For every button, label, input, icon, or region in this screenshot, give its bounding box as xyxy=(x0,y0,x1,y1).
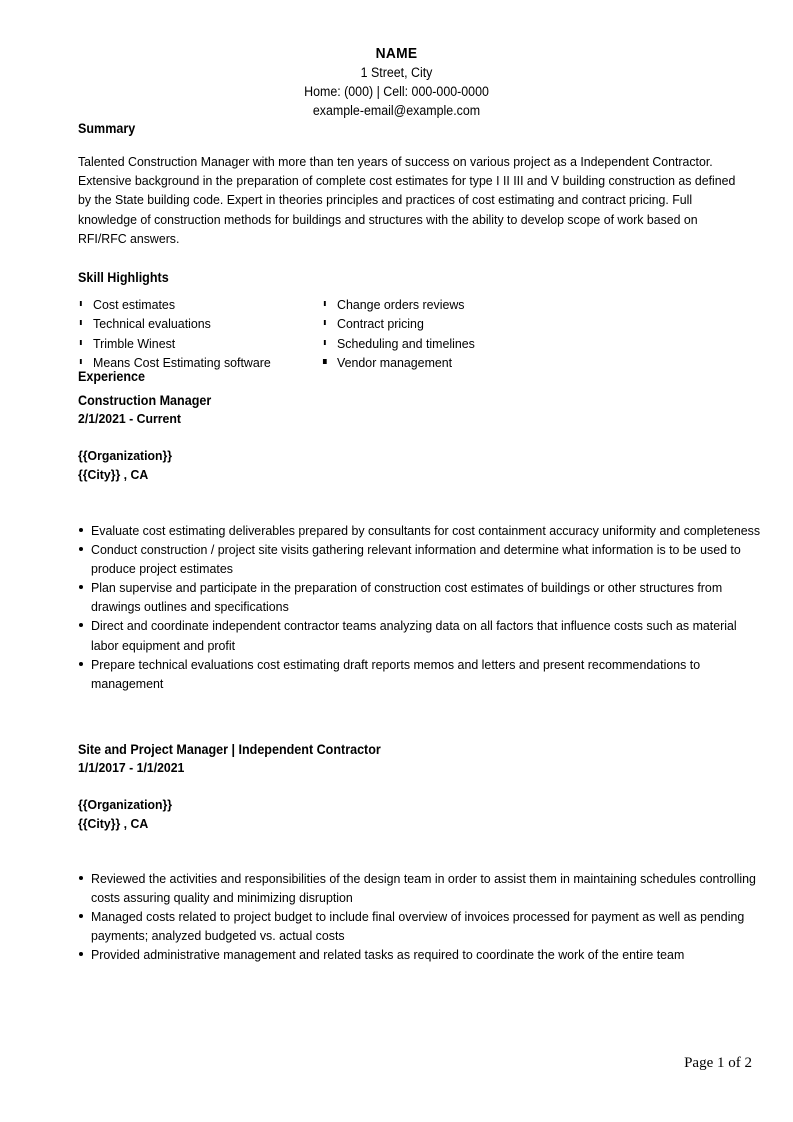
round-bullet-icon xyxy=(79,876,83,880)
tick-bullet-icon xyxy=(324,320,325,325)
page-footer xyxy=(0,1054,752,1073)
duty-text: Provided administrative management and related tasks as required to coordinate the work of the entire team xyxy=(91,947,685,963)
skill-item xyxy=(78,334,271,353)
skills-column-left xyxy=(78,295,283,372)
job-dates: 1/1/2017 - 1/1/2021 xyxy=(78,759,185,775)
duty-item xyxy=(78,869,756,907)
skill-item xyxy=(78,295,271,314)
summary-body xyxy=(78,152,738,248)
skill-item xyxy=(322,295,475,314)
job-organization: {{Organization}} xyxy=(78,448,173,463)
job-org-block-1 xyxy=(78,447,738,484)
tick-bullet-icon xyxy=(80,320,81,325)
resume-header xyxy=(0,44,793,120)
summary-section xyxy=(78,120,738,137)
duty-text: Managed costs related to project budget to include final overview of invoices processed for payment as well as pending payments; analyzed budgeted vs. actual costs xyxy=(91,909,745,944)
duty-item xyxy=(78,945,753,964)
duty-text: Direct and coordinate independent contractor teams analyzing data on all factors that influence costs such as material labor equipment and profit xyxy=(91,618,737,653)
skill-label: Technical evaluations xyxy=(93,316,211,332)
job-entry-1 xyxy=(78,392,738,427)
filled-bullet-icon xyxy=(323,359,327,364)
tick-bullet-icon xyxy=(80,359,81,364)
skill-label: Trimble Winest xyxy=(93,335,176,351)
experience-heading: Experience xyxy=(78,369,146,384)
experience-section xyxy=(78,368,738,385)
duty-text: Evaluate cost estimating deliverables prepared by consultants for cost containment accuracy uniformity and completeness xyxy=(91,523,761,538)
skill-item xyxy=(322,314,475,333)
job-location: {{City}} , CA xyxy=(78,815,149,831)
duty-text: Plan supervise and participate in the preparation of construction cost estimates of buildings or other structures from drawings outlines and specifications xyxy=(91,580,723,615)
round-bullet-icon xyxy=(79,662,83,666)
tick-bullet-icon xyxy=(80,340,81,345)
skill-label: Means Cost Estimating software xyxy=(93,354,271,370)
skill-item xyxy=(78,314,271,333)
candidate-address: 1 Street, City xyxy=(360,65,433,80)
candidate-name: NAME xyxy=(375,45,418,62)
skills-section xyxy=(78,269,738,286)
skills-heading: Skill Highlights xyxy=(78,270,169,285)
job-location: {{City}} , CA xyxy=(78,466,149,482)
job-title: Site and Project Manager | Independent Contractor xyxy=(78,742,381,757)
duty-text: Prepare technical evaluations cost estimating draft reports memos and letters and present recommendations to management xyxy=(91,656,701,691)
round-bullet-icon xyxy=(79,914,83,918)
tick-bullet-icon xyxy=(80,301,81,306)
duty-item xyxy=(78,616,753,654)
summary-text: Talented Construction Manager with more than ten years of success on various project as a Independent Contractor. Extensive background in the preparation of complete cost estimates for type I II III and V building construction as defined by the State building code. Expert in theories principles and practices of cost estimating and contract pricing. Full knowledge of construction methods for buildings and structures with the ability to develop scope of work based on RFI/RFC answers. xyxy=(78,154,736,246)
round-bullet-icon xyxy=(79,547,83,551)
skills-column-right xyxy=(322,295,485,372)
job-duties-2 xyxy=(78,869,756,964)
tick-bullet-icon xyxy=(324,340,325,345)
duty-item xyxy=(78,521,761,540)
job-entry-2 xyxy=(78,741,738,776)
duty-item xyxy=(78,655,753,693)
duty-text: Reviewed the activities and responsibilities of the design team in order to assist them in maintaining schedules controlling costs assuring quality and minimizing disruption xyxy=(91,871,756,906)
job-dates: 2/1/2021 - Current xyxy=(78,410,181,426)
duty-item xyxy=(78,907,753,945)
job-title: Construction Manager xyxy=(78,393,212,408)
skill-label: Contract pricing xyxy=(337,316,424,332)
skill-label: Change orders reviews xyxy=(337,297,465,312)
job-organization: {{Organization}} xyxy=(78,797,173,812)
candidate-phone: Home: (000) | Cell: 000-000-0000 xyxy=(304,84,489,99)
job-duties-1 xyxy=(78,521,761,693)
skill-label: Scheduling and timelines xyxy=(337,335,475,351)
skill-label: Vendor management xyxy=(337,354,453,370)
skill-item xyxy=(322,334,475,353)
round-bullet-icon xyxy=(79,528,83,532)
duty-item xyxy=(78,578,753,616)
summary-heading: Summary xyxy=(78,121,136,136)
duty-text: Conduct construction / project site visits gathering relevant information and determine what information is to be used to produce project estimates xyxy=(91,542,741,577)
skill-label: Cost estimates xyxy=(93,297,176,312)
job-org-block-2 xyxy=(78,796,738,833)
duty-item xyxy=(78,540,753,578)
page-number-label: Page 1 of 2 xyxy=(684,1055,752,1071)
round-bullet-icon xyxy=(79,585,83,589)
round-bullet-icon xyxy=(79,952,83,956)
candidate-email: example-email@example.com xyxy=(312,103,481,118)
round-bullet-icon xyxy=(79,623,83,627)
tick-bullet-icon xyxy=(324,301,325,306)
